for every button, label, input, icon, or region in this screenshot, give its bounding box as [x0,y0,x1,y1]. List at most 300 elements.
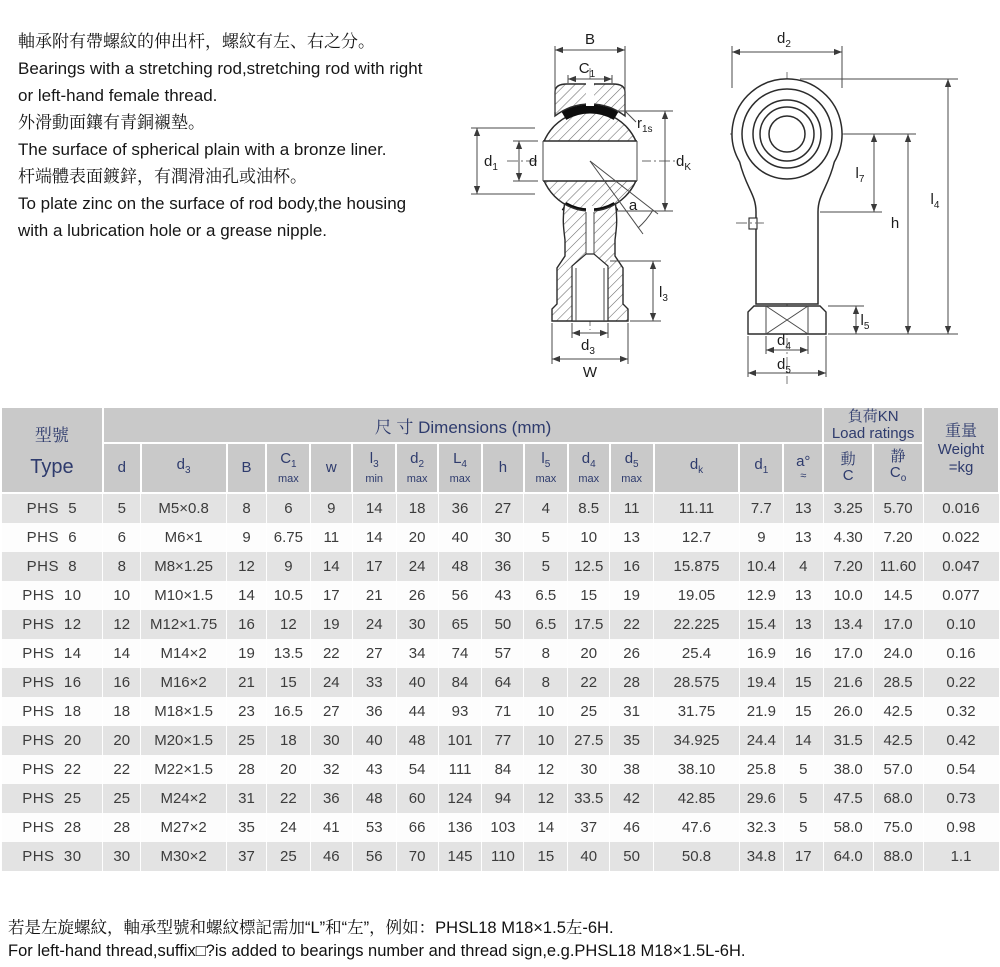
value-cell: 9 [739,523,783,552]
value-cell: 35 [610,726,654,755]
model-cell: PHS 16 [1,668,103,697]
value-cell: 26 [610,639,654,668]
dim-label-r1s: $r_{1s}$ [637,115,653,135]
value-cell: 50 [482,610,524,639]
col-header-B: B [227,443,267,493]
value-cell: 43 [482,581,524,610]
value-cell: 19 [610,581,654,610]
value-cell: 10 [568,523,610,552]
value-cell: 5.70 [873,493,923,523]
value-cell: 24 [310,668,352,697]
value-cell: 24 [352,610,396,639]
value-cell: M16×2 [141,668,227,697]
model-cell: PHS 10 [1,581,103,610]
value-cell: M27×2 [141,813,227,842]
value-cell: 10.5 [266,581,310,610]
value-cell: 6.5 [524,581,568,610]
dim-label-B: B [584,31,596,48]
value-cell: M20×1.5 [141,726,227,755]
value-cell: 14 [227,581,267,610]
value-cell: 32 [310,755,352,784]
intro-line-en-1: Bearings with a stretching rod,stretching rod with right [18,59,423,78]
value-cell: 29.6 [739,784,783,813]
table-row-phs-8 [1,552,999,581]
type-label-zh: 型號 [34,426,69,445]
table-header-row-2 [1,443,999,493]
dim-label-l7: $l_7$ [855,165,865,185]
value-cell: 5 [103,493,141,523]
value-cell: 15 [568,581,610,610]
value-cell: M12×1.75 [141,610,227,639]
value-cell: 12 [524,755,568,784]
value-cell: 42 [610,784,654,813]
value-cell: 28 [227,755,267,784]
weight-unit: =kg [948,459,974,476]
value-cell: 53 [352,813,396,842]
value-cell: 20 [103,726,141,755]
value-cell: 6 [103,523,141,552]
value-cell: 11 [610,493,654,523]
value-cell: 44 [396,697,438,726]
value-cell: 22.225 [654,610,740,639]
value-cell: 17.0 [823,639,873,668]
model-cell: PHS 30 [1,842,103,871]
value-cell: 0.047 [923,552,999,581]
footnote [0,871,1000,963]
value-cell: 20 [568,639,610,668]
intro-line-zh-3: 杆端體表面鍍鋅，有潤滑油孔或油杯。 [18,167,307,186]
dim-label-d3: $d_3$ [581,337,595,357]
model-cell: PHS 28 [1,813,103,842]
value-cell: 24.0 [873,639,923,668]
model-cell: PHS 22 [1,755,103,784]
value-cell: 27 [310,697,352,726]
value-cell: 4 [524,493,568,523]
value-cell: 28 [103,813,141,842]
value-cell: 0.42 [923,726,999,755]
value-cell: 14 [352,523,396,552]
model-cell: PHS 12 [1,610,103,639]
value-cell: 16 [610,552,654,581]
intro-line-en-2: or left-hand female thread. [18,86,218,105]
value-cell: 56 [352,842,396,871]
value-cell: 13 [783,581,823,610]
value-cell: 48 [438,552,482,581]
value-cell: 8.5 [568,493,610,523]
col-header-d5: $d_5$ max [610,443,654,493]
value-cell: 17.5 [568,610,610,639]
value-cell: 56 [438,581,482,610]
value-cell: M18×1.5 [141,697,227,726]
value-cell: 19 [227,639,267,668]
value-cell: 24 [396,552,438,581]
value-cell: 32.3 [739,813,783,842]
col-header-静: 静 $C_o$ [873,443,923,493]
intro-line-zh-1: 軸承附有帶螺紋的伸出杆，螺紋有左、右之分。 [18,32,375,51]
value-cell: 84 [482,755,524,784]
value-cell: 10 [524,726,568,755]
table-body [1,493,999,871]
value-cell: 101 [438,726,482,755]
value-cell: 58.0 [823,813,873,842]
value-cell: 13.5 [266,639,310,668]
value-cell: 93 [438,697,482,726]
value-cell: 36 [352,697,396,726]
value-cell: 40 [568,842,610,871]
value-cell: 40 [396,668,438,697]
value-cell: 9 [266,552,310,581]
value-cell: 11.11 [654,493,740,523]
col-header-d2: $d_2$ max [396,443,438,493]
value-cell: 21.9 [739,697,783,726]
value-cell: 12 [266,610,310,639]
value-cell: 70 [396,842,438,871]
value-cell: 1.1 [923,842,999,871]
value-cell: 20 [266,755,310,784]
value-cell: 38.10 [654,755,740,784]
model-cell: PHS 18 [1,697,103,726]
value-cell: 0.32 [923,697,999,726]
value-cell: 34 [396,639,438,668]
value-cell: 9 [310,493,352,523]
value-cell: 10 [103,581,141,610]
value-cell: 40 [352,726,396,755]
load-ratings-group-header [823,407,923,443]
table-row-phs-28 [1,813,999,842]
value-cell: 24 [266,813,310,842]
value-cell: 4.30 [823,523,873,552]
value-cell: 13 [783,523,823,552]
value-cell: 136 [438,813,482,842]
table-row-phs-14 [1,639,999,668]
value-cell: 12.9 [739,581,783,610]
value-cell: 64.0 [823,842,873,871]
col-header-dk: $d_k$ [654,443,740,493]
value-cell: 0.077 [923,581,999,610]
value-cell: 34.925 [654,726,740,755]
value-cell: 84 [438,668,482,697]
value-cell: 16.9 [739,639,783,668]
value-cell: 42.85 [654,784,740,813]
value-cell: 36 [310,784,352,813]
value-cell: 0.73 [923,784,999,813]
value-cell: 21 [352,581,396,610]
value-cell: 16.5 [266,697,310,726]
dimensions-group-header: 尺 寸 Dimensions (mm) [103,407,823,443]
dim-label-d5: $d_5$ [777,356,791,376]
dimensions-table [0,406,1000,871]
value-cell: 9 [227,523,267,552]
value-cell: 8 [524,639,568,668]
value-cell: 21.6 [823,668,873,697]
model-cell: PHS 14 [1,639,103,668]
value-cell: 14 [352,493,396,523]
value-cell: 17.0 [873,610,923,639]
value-cell: 3.25 [823,493,873,523]
value-cell: 25 [227,726,267,755]
value-cell: M30×2 [141,842,227,871]
value-cell: 4 [783,552,823,581]
value-cell: M24×2 [141,784,227,813]
value-cell: 15 [266,668,310,697]
value-cell: 47.6 [654,813,740,842]
value-cell: 10.4 [739,552,783,581]
value-cell: 31.75 [654,697,740,726]
value-cell: 0.022 [923,523,999,552]
value-cell: 19 [310,610,352,639]
dim-label-d: d [528,153,538,170]
intro-line-en-3: The surface of spherical plain with a bronze liner. [18,140,387,159]
table-row-phs-16 [1,668,999,697]
value-cell: 47.5 [823,784,873,813]
value-cell: 33 [352,668,396,697]
value-cell: 8 [103,552,141,581]
value-cell: 22 [266,784,310,813]
value-cell: 50 [610,842,654,871]
value-cell: 11 [310,523,352,552]
bearing-section-geometry [507,68,677,330]
value-cell: 6.75 [266,523,310,552]
value-cell: 40 [438,523,482,552]
value-cell: 7.7 [739,493,783,523]
value-cell: 24.4 [739,726,783,755]
value-cell: 0.22 [923,668,999,697]
value-cell: 0.16 [923,639,999,668]
value-cell: 16 [227,610,267,639]
value-cell: 110 [482,842,524,871]
value-cell: 28.575 [654,668,740,697]
value-cell: M8×1.25 [141,552,227,581]
value-cell: 30 [310,726,352,755]
value-cell: 50.8 [654,842,740,871]
drawing-side-view [730,16,1000,388]
value-cell: 66 [396,813,438,842]
value-cell: 25.4 [654,639,740,668]
value-cell: 103 [482,813,524,842]
value-cell: 42.5 [873,726,923,755]
value-cell: 22 [610,610,654,639]
value-cell: 27 [482,493,524,523]
value-cell: 0.54 [923,755,999,784]
value-cell: 31 [227,784,267,813]
dim-label-l4: $l_4$ [930,191,940,211]
col-header-l5: $l_5$ max [524,443,568,493]
value-cell: 17 [310,581,352,610]
value-cell: 7.20 [873,523,923,552]
table-header-row-1 [1,407,999,443]
value-cell: 48 [352,784,396,813]
col-header-w: w [310,443,352,493]
value-cell: 5 [783,784,823,813]
value-cell: 17 [783,842,823,871]
value-cell: 57.0 [873,755,923,784]
col-header-動: 動 C [823,443,873,493]
value-cell: 27.5 [568,726,610,755]
intro-text [18,16,465,400]
value-cell: 13 [610,523,654,552]
value-cell: 30 [396,610,438,639]
value-cell: 22 [310,639,352,668]
col-header-d: d [103,443,141,493]
intro-line-zh-2: 外滑動面鑲有青銅襯墊。 [18,113,205,132]
intro-line-en-5: with a lubrication hole or a grease nipple. [18,221,328,240]
value-cell: 111 [438,755,482,784]
value-cell: 46 [610,813,654,842]
value-cell: 64 [482,668,524,697]
col-header-a: a° ≈ [783,443,823,493]
value-cell: 8 [524,668,568,697]
value-cell: 57 [482,639,524,668]
value-cell: 26.0 [823,697,873,726]
value-cell: 14 [103,639,141,668]
value-cell: 26 [396,581,438,610]
value-cell: 46 [310,842,352,871]
col-header-d1: $d_1$ [739,443,783,493]
value-cell: 28 [610,668,654,697]
value-cell: 77 [482,726,524,755]
model-cell: PHS 6 [1,523,103,552]
dim-label-dK: $d_K$ [676,153,692,173]
dim-label-d1: $d_1$ [484,153,498,173]
footnote-zh: 若是左旋螺紋，軸承型號和螺紋標記需加“L”和“左”，例如：PHSL18 M18×1.5左-6H. [8,919,614,937]
value-cell: 16 [103,668,141,697]
model-cell: PHS 25 [1,784,103,813]
col-header-type [1,407,103,493]
value-cell: 6.5 [524,610,568,639]
value-cell: 22 [568,668,610,697]
value-cell: 48 [396,726,438,755]
value-cell: 35 [227,813,267,842]
dim-label-d4: $d_4$ [777,332,791,352]
value-cell: 25 [103,784,141,813]
value-cell: M5×0.8 [141,493,227,523]
value-cell: 18 [266,726,310,755]
value-cell: 34.8 [739,842,783,871]
weight-label-zh: 重量 [944,423,977,440]
model-cell: PHS 8 [1,552,103,581]
col-header-l3: $l_3$ min [352,443,396,493]
drawing-cross-section [465,16,730,388]
value-cell: 25.8 [739,755,783,784]
value-cell: 43 [352,755,396,784]
load-label-en: Load ratings [831,425,915,442]
dim-label-a: a [628,197,638,214]
table-row-phs-5 [1,493,999,523]
type-label-en: Type [30,456,74,478]
value-cell: 41 [310,813,352,842]
value-cell: 38.0 [823,755,873,784]
value-cell: 5 [783,813,823,842]
value-cell: 12.5 [568,552,610,581]
value-cell: 14 [310,552,352,581]
value-cell: M6×1 [141,523,227,552]
value-cell: 36 [482,552,524,581]
value-cell: 15.4 [739,610,783,639]
value-cell: 7.20 [823,552,873,581]
top-section [0,0,1000,400]
value-cell: 30 [103,842,141,871]
value-cell: 10 [524,697,568,726]
value-cell: 88.0 [873,842,923,871]
table-row-phs-6 [1,523,999,552]
table-row-phs-10 [1,581,999,610]
value-cell: 74 [438,639,482,668]
value-cell: 12 [227,552,267,581]
value-cell: 5 [524,552,568,581]
value-cell: 11.60 [873,552,923,581]
value-cell: 13.4 [823,610,873,639]
value-cell: 6 [266,493,310,523]
value-cell: 75.0 [873,813,923,842]
load-label-zh: 負荷KN [847,408,899,425]
value-cell: 27 [352,639,396,668]
value-cell: 12 [103,610,141,639]
value-cell: 23 [227,697,267,726]
value-cell: 71 [482,697,524,726]
dim-label-W: W [582,364,598,381]
value-cell: 14 [783,726,823,755]
value-cell: 20 [396,523,438,552]
value-cell: 0.98 [923,813,999,842]
table-row-phs-30 [1,842,999,871]
col-header-C1: $C_1$ max [266,443,310,493]
table-row-phs-18 [1,697,999,726]
value-cell: 31.5 [823,726,873,755]
value-cell: 13 [783,493,823,523]
value-cell: M10×1.5 [141,581,227,610]
value-cell: 60 [396,784,438,813]
technical-drawings [465,16,1000,400]
intro-line-en-4: To plate zinc on the surface of rod body,the housing [18,194,407,213]
value-cell: 15 [783,668,823,697]
value-cell: 5 [524,523,568,552]
value-cell: 30 [482,523,524,552]
value-cell: 30 [568,755,610,784]
value-cell: 33.5 [568,784,610,813]
value-cell: 16 [783,639,823,668]
col-header-weight [923,407,999,493]
value-cell: 25 [568,697,610,726]
value-cell: 22 [103,755,141,784]
weight-label-en: Weight [937,441,985,458]
value-cell: 37 [227,842,267,871]
dim-label-l3: $l_3$ [659,284,668,304]
table-row-phs-12 [1,610,999,639]
value-cell: 12 [524,784,568,813]
value-cell: M22×1.5 [141,755,227,784]
value-cell: 0.10 [923,610,999,639]
model-cell: PHS 20 [1,726,103,755]
value-cell: 14.5 [873,581,923,610]
value-cell: 54 [396,755,438,784]
dim-label-C1: $C_1$ [578,60,596,80]
value-cell: 38 [610,755,654,784]
value-cell: M14×2 [141,639,227,668]
table-row-phs-25 [1,784,999,813]
value-cell: 5 [783,755,823,784]
table-row-phs-20 [1,726,999,755]
value-cell: 8 [227,493,267,523]
value-cell: 145 [438,842,482,871]
value-cell: 36 [438,493,482,523]
model-cell: PHS 5 [1,493,103,523]
dim-label-l5: $l_5$ [860,312,870,332]
value-cell: 10.0 [823,581,873,610]
value-cell: 68.0 [873,784,923,813]
table-row-phs-22 [1,755,999,784]
value-cell: 12.7 [654,523,740,552]
value-cell: 18 [103,697,141,726]
